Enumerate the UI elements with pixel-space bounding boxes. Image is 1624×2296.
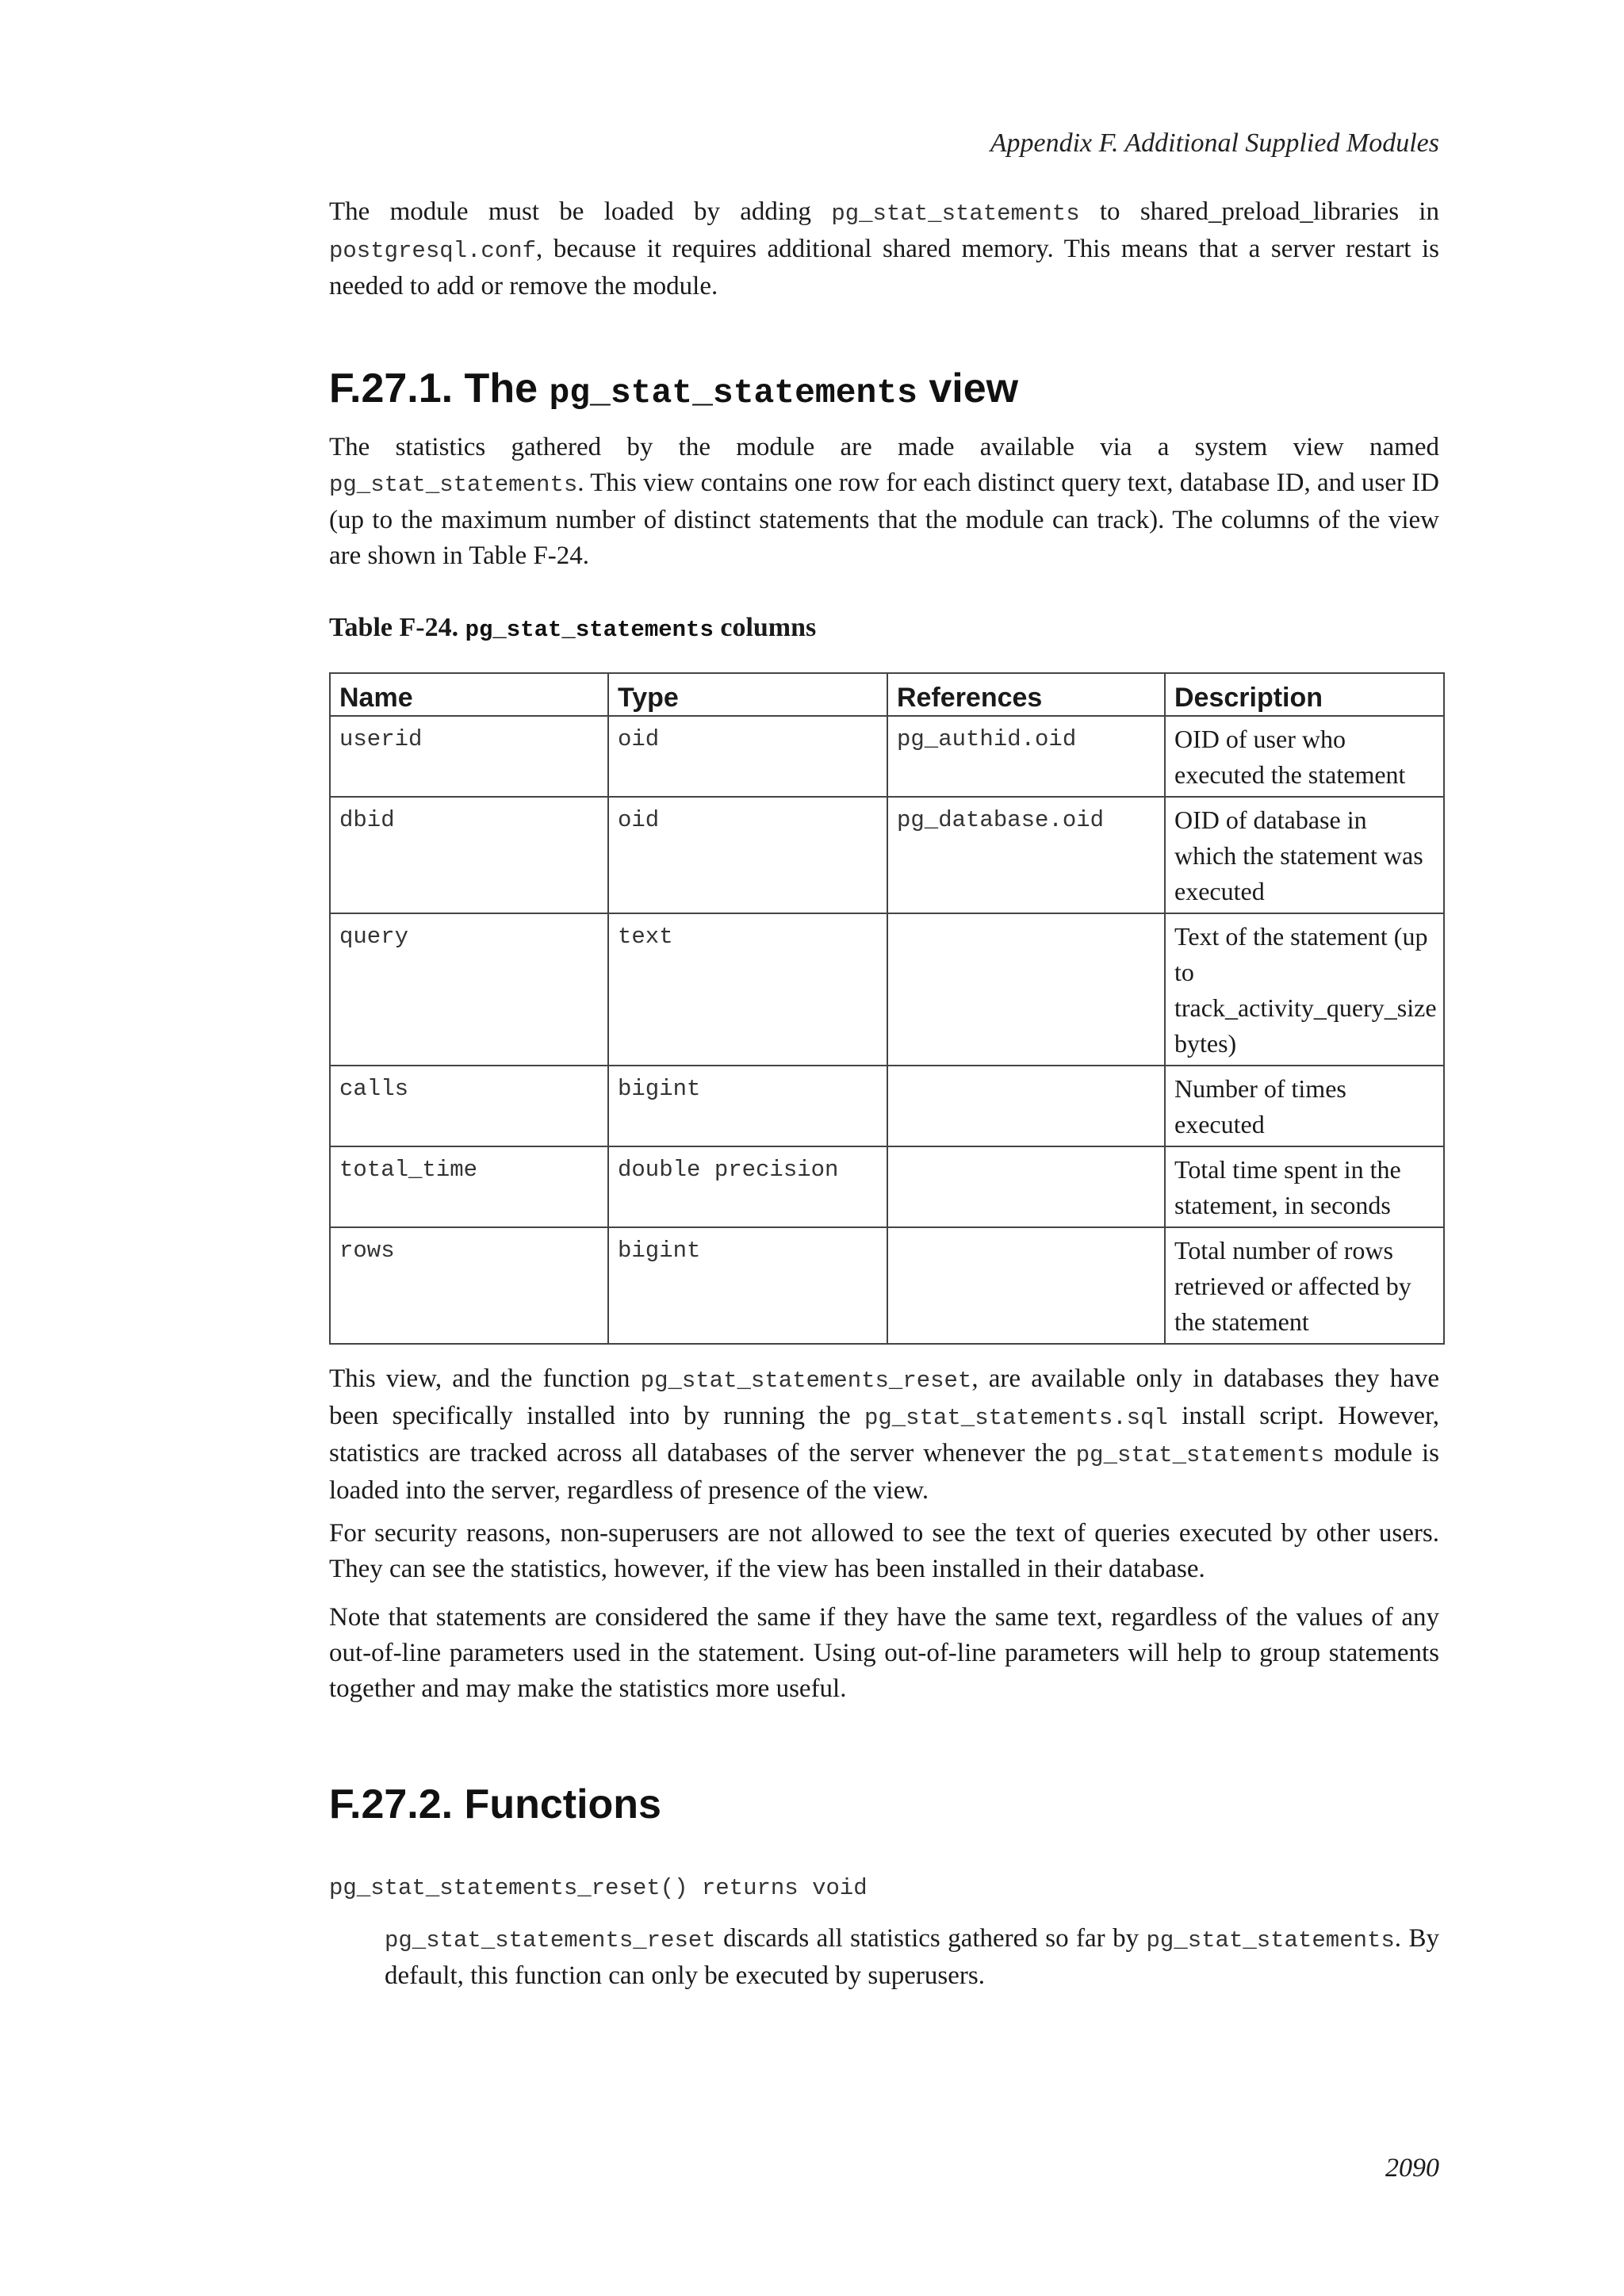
table-row bbox=[330, 1146, 1444, 1227]
columns-table bbox=[329, 672, 1445, 1345]
cell-description: OID of user who executed the statement bbox=[1165, 716, 1444, 797]
parameters-paragraph: Note that statements are considered the same if they have the same text, regardless of the values of any out-of-line parameters used in the statement. Using out-of-line parameters will help to group statements together and may make the statistics more useful. bbox=[329, 1603, 1439, 1703]
inline-code: pg_stat_statements.sql bbox=[864, 1405, 1168, 1431]
cell-type: oid bbox=[608, 797, 887, 913]
cell-references bbox=[887, 1066, 1165, 1146]
section-heading-view: F.27.1. The pg_stat_statements view bbox=[329, 365, 1019, 412]
cell-name: calls bbox=[330, 1066, 608, 1146]
inline-code: pg_stat_statements_reset bbox=[640, 1368, 972, 1394]
view-description-paragraph: The statistics gathered by the module are made available via a system view named pg_stat_statements. This view contains one row for each distinct query text, database ID, and user ID (up to the maximum number of distinct statements that the module can track). The columns of the view are shown in Table F-24. bbox=[329, 433, 1439, 570]
inline-code: pg_stat_statements bbox=[831, 201, 1080, 227]
cell-name: dbid bbox=[330, 797, 608, 913]
cell-description: Total number of rows retrieved or affected by the statement bbox=[1165, 1227, 1444, 1344]
security-paragraph: For security reasons, non-superusers are not allowed to see the text of queries executed by other users. They can see the statistics, however, if the view has been installed in their database. bbox=[329, 1519, 1439, 1583]
table-caption: Table F-24. pg_stat_statements columns bbox=[329, 613, 817, 643]
cell-references bbox=[887, 1146, 1165, 1227]
table-row bbox=[330, 1227, 1444, 1344]
cell-name: rows bbox=[330, 1227, 608, 1344]
cell-description: Text of the statement (up to track_activity_query_size bytes) bbox=[1165, 913, 1444, 1066]
cell-description: Number of times executed bbox=[1165, 1066, 1444, 1146]
cell-type: bigint bbox=[608, 1066, 887, 1146]
table-header-row bbox=[330, 673, 1444, 716]
column-header: Type bbox=[608, 673, 887, 716]
intro-paragraph: The module must be loaded by adding pg_stat_statements to shared_preload_libraries in postgresql.conf, because it requires additional shared memory. This means that a server restart is needed to add or remove the module. bbox=[329, 197, 1439, 300]
table-row bbox=[330, 913, 1444, 1066]
inline-code: postgresql.conf bbox=[329, 238, 537, 264]
table-row bbox=[330, 797, 1444, 913]
running-header: Appendix F. Additional Supplied Modules bbox=[990, 128, 1439, 158]
column-header: References bbox=[887, 673, 1165, 716]
cell-type: text bbox=[608, 913, 887, 1066]
cell-type: double precision bbox=[608, 1146, 887, 1227]
function-description: pg_stat_statements_reset discards all statistics gathered so far by pg_stat_statements. By default, this function can only be executed by superusers. bbox=[385, 1924, 1439, 1990]
section-heading-functions: F.27.2. Functions bbox=[329, 1781, 661, 1827]
cell-references: pg_authid.oid bbox=[887, 716, 1165, 797]
cell-type: oid bbox=[608, 716, 887, 797]
availability-paragraph: This view, and the function pg_stat_statements_reset, are available only in databases they have been specifically installed into by running the pg_stat_statements.sql install script. However, statistics are tracked across all databases of the server whenever the pg_stat_statements module is loaded into the server, regardless of presence of the view. bbox=[329, 1364, 1439, 1505]
function-signature: pg_stat_statements_reset() returns void bbox=[329, 1875, 868, 1901]
inline-code: pg_stat_statements bbox=[1075, 1442, 1325, 1468]
inline-code: pg_stat_statements bbox=[1146, 1927, 1395, 1954]
cell-description: Total time spent in the statement, in seconds bbox=[1165, 1146, 1444, 1227]
cell-name: total_time bbox=[330, 1146, 608, 1227]
cell-type: bigint bbox=[608, 1227, 887, 1344]
cell-references: pg_database.oid bbox=[887, 797, 1165, 913]
table-row bbox=[330, 1066, 1444, 1146]
cell-name: userid bbox=[330, 716, 608, 797]
inline-code: pg_stat_statements bbox=[329, 472, 578, 498]
cell-name: query bbox=[330, 913, 608, 1066]
table-row bbox=[330, 716, 1444, 797]
cell-description: OID of database in which the statement was executed bbox=[1165, 797, 1444, 913]
column-header: Name bbox=[330, 673, 608, 716]
cell-references bbox=[887, 1227, 1165, 1344]
cell-references bbox=[887, 913, 1165, 1066]
inline-code: pg_stat_statements_reset bbox=[385, 1927, 716, 1954]
page-number: 2090 bbox=[1385, 2153, 1439, 2183]
column-header: Description bbox=[1165, 673, 1444, 716]
